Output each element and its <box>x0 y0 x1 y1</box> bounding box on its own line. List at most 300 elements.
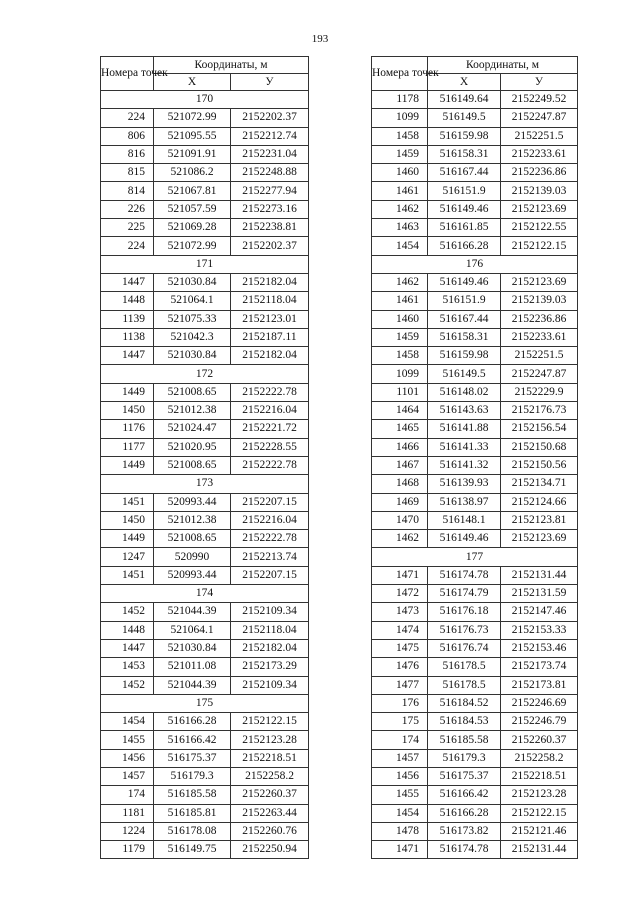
x-coordinate-cell: 521030.84 <box>154 639 231 657</box>
x-coordinate-cell: 516175.37 <box>154 749 231 767</box>
section-number: 173 <box>101 475 309 493</box>
x-coordinate-cell: 516166.28 <box>154 713 231 731</box>
y-coordinate-cell: 2152273.16 <box>231 200 309 218</box>
y-coordinate-cell: 2152153.46 <box>501 639 578 657</box>
x-coordinate-cell: 516167.44 <box>428 164 501 182</box>
point-number-cell: 1451 <box>101 566 154 584</box>
x-coordinate-cell: 516141.33 <box>428 438 501 456</box>
y-coordinate-cell: 2152250.94 <box>231 841 309 859</box>
left-table-body <box>101 91 309 859</box>
y-coordinate-cell: 2152182.04 <box>231 347 309 365</box>
x-coordinate-cell: 516175.37 <box>428 767 501 785</box>
x-coordinate-cell: 520990 <box>154 548 231 566</box>
point-number-cell: 176 <box>372 694 428 712</box>
table-row <box>372 804 578 822</box>
y-coordinate-cell: 2152222.78 <box>231 530 309 548</box>
x-coordinate-cell: 521044.39 <box>154 603 231 621</box>
table-row <box>101 822 309 840</box>
x-coordinate-cell: 516178.5 <box>428 676 501 694</box>
x-coordinate-cell: 521091.91 <box>154 145 231 163</box>
page-number: 193 <box>311 33 329 45</box>
section-row <box>101 694 309 712</box>
x-coordinate-cell: 516176.73 <box>428 621 501 639</box>
y-coordinate-cell: 2152218.51 <box>231 749 309 767</box>
x-coordinate-cell: 521064.1 <box>154 621 231 639</box>
y-coordinate-cell: 2152236.86 <box>501 164 578 182</box>
section-number: 172 <box>101 365 309 383</box>
table-row <box>101 145 309 163</box>
point-number-cell: 1457 <box>372 749 428 767</box>
y-coordinate-cell: 2152233.61 <box>501 328 578 346</box>
y-coordinate-cell: 2152187.11 <box>231 328 309 346</box>
table-row <box>372 694 578 712</box>
point-number-cell: 175 <box>372 713 428 731</box>
y-coordinate-cell: 2152139.03 <box>501 182 578 200</box>
table-row <box>372 585 578 603</box>
x-coordinate-cell: 521086.2 <box>154 164 231 182</box>
y-coordinate-cell: 2152246.79 <box>501 713 578 731</box>
table-row <box>372 310 578 328</box>
y-coordinate-cell: 2152131.44 <box>501 841 578 859</box>
y-coordinate-cell: 2152118.04 <box>231 292 309 310</box>
point-number-cell: 1452 <box>101 676 154 694</box>
point-number-cell: 1456 <box>372 767 428 785</box>
point-number-cell: 1461 <box>372 182 428 200</box>
x-coordinate-cell: 520993.44 <box>154 566 231 584</box>
y-coordinate-cell: 2152123.28 <box>231 731 309 749</box>
x-coordinate-cell: 516166.42 <box>428 786 501 804</box>
y-coordinate-cell: 2152122.15 <box>501 237 578 255</box>
x-coordinate-cell: 516174.79 <box>428 585 501 603</box>
point-number-cell: 1464 <box>372 402 428 420</box>
x-coordinate-cell: 516149.46 <box>428 273 501 291</box>
y-coordinate-cell: 2152216.04 <box>231 402 309 420</box>
point-number-cell: 174 <box>101 786 154 804</box>
y-column-header: У <box>231 74 309 91</box>
x-coordinate-cell: 521072.99 <box>154 237 231 255</box>
point-number-cell: 1460 <box>372 164 428 182</box>
point-number-cell: 1449 <box>101 383 154 401</box>
y-coordinate-cell: 2152150.68 <box>501 438 578 456</box>
y-coordinate-cell: 2152123.81 <box>501 511 578 529</box>
point-number-cell: 1450 <box>101 511 154 529</box>
y-coordinate-cell: 2152247.87 <box>501 365 578 383</box>
point-number-cell: 1447 <box>101 639 154 657</box>
table-row <box>372 676 578 694</box>
section-row <box>372 548 578 566</box>
table-row <box>372 749 578 767</box>
table-row <box>101 603 309 621</box>
table-row <box>372 530 578 548</box>
coordinates-table-left <box>100 56 309 859</box>
table-row <box>101 786 309 804</box>
y-coordinate-cell: 2152246.69 <box>501 694 578 712</box>
y-coordinate-cell: 2152207.15 <box>231 493 309 511</box>
y-column-header: У <box>501 74 578 91</box>
x-coordinate-cell: 516148.02 <box>428 383 501 401</box>
x-coordinate-cell: 516159.98 <box>428 127 501 145</box>
y-coordinate-cell: 2152139.03 <box>501 292 578 310</box>
table-row <box>372 328 578 346</box>
table-row <box>101 511 309 529</box>
x-coordinate-cell: 516179.3 <box>428 749 501 767</box>
x-coordinate-cell: 521012.38 <box>154 402 231 420</box>
x-coordinate-cell: 521044.39 <box>154 676 231 694</box>
x-coordinate-cell: 521020.95 <box>154 438 231 456</box>
point-number-cell: 1466 <box>372 438 428 456</box>
x-coordinate-cell: 516141.32 <box>428 456 501 474</box>
y-coordinate-cell: 2152263.44 <box>231 804 309 822</box>
y-coordinate-cell: 2152247.87 <box>501 109 578 127</box>
point-number-cell: 1454 <box>372 804 428 822</box>
table-row <box>372 91 578 109</box>
table-row <box>101 237 309 255</box>
coordinates-table-right <box>371 56 578 859</box>
y-coordinate-cell: 2152207.15 <box>231 566 309 584</box>
y-coordinate-cell: 2152236.86 <box>501 310 578 328</box>
x-coordinate-cell: 516185.81 <box>154 804 231 822</box>
x-coordinate-cell: 516149.5 <box>428 109 501 127</box>
x-coordinate-cell: 516141.88 <box>428 420 501 438</box>
table-row <box>372 420 578 438</box>
x-coordinate-cell: 516173.82 <box>428 822 501 840</box>
table-row <box>101 402 309 420</box>
table-row <box>372 383 578 401</box>
x-coordinate-cell: 521075.33 <box>154 310 231 328</box>
x-coordinate-cell: 521069.28 <box>154 219 231 237</box>
y-coordinate-cell: 2152173.81 <box>501 676 578 694</box>
table-row <box>372 402 578 420</box>
point-number-cell: 1449 <box>101 456 154 474</box>
table-row <box>372 822 578 840</box>
x-coordinate-cell: 516166.42 <box>154 731 231 749</box>
y-coordinate-cell: 2152258.2 <box>501 749 578 767</box>
x-coordinate-cell: 516151.9 <box>428 292 501 310</box>
x-coordinate-cell: 521011.08 <box>154 658 231 676</box>
table-row <box>101 310 309 328</box>
x-coordinate-cell: 521057.59 <box>154 200 231 218</box>
table-row <box>372 475 578 493</box>
point-number-cell: 815 <box>101 164 154 182</box>
y-coordinate-cell: 2152131.44 <box>501 566 578 584</box>
x-coordinate-cell: 516174.78 <box>428 566 501 584</box>
point-number-cell: 1138 <box>101 328 154 346</box>
section-row <box>372 255 578 273</box>
point-number-cell: 1453 <box>101 658 154 676</box>
point-number-cell: 806 <box>101 127 154 145</box>
point-number-cell: 1099 <box>372 109 428 127</box>
point-number-cell: 1455 <box>372 786 428 804</box>
x-coordinate-cell: 521008.65 <box>154 383 231 401</box>
table-row <box>372 273 578 291</box>
y-coordinate-cell: 2152123.69 <box>501 200 578 218</box>
x-coordinate-cell: 516185.58 <box>428 731 501 749</box>
point-number-cell: 1454 <box>372 237 428 255</box>
y-coordinate-cell: 2152123.69 <box>501 273 578 291</box>
point-number-cell: 1474 <box>372 621 428 639</box>
table-row <box>372 164 578 182</box>
y-coordinate-cell: 2152202.37 <box>231 109 309 127</box>
table-row <box>372 658 578 676</box>
x-coordinate-cell: 516158.31 <box>428 328 501 346</box>
y-coordinate-cell: 2152131.59 <box>501 585 578 603</box>
table-row <box>101 548 309 566</box>
x-coordinate-cell: 516149.64 <box>428 91 501 109</box>
y-coordinate-cell: 2152122.15 <box>231 713 309 731</box>
y-coordinate-cell: 2152260.37 <box>501 731 578 749</box>
table-row <box>101 639 309 657</box>
point-number-cell: 1473 <box>372 603 428 621</box>
y-coordinate-cell: 2152122.55 <box>501 219 578 237</box>
point-number-cell: 174 <box>372 731 428 749</box>
x-coordinate-cell: 516167.44 <box>428 310 501 328</box>
x-coordinate-cell: 521008.65 <box>154 530 231 548</box>
y-coordinate-cell: 2152251.5 <box>501 347 578 365</box>
x-coordinate-cell: 516161.85 <box>428 219 501 237</box>
point-number-cell: 1460 <box>372 310 428 328</box>
y-coordinate-cell: 2152222.78 <box>231 383 309 401</box>
y-coordinate-cell: 2152202.37 <box>231 237 309 255</box>
y-coordinate-cell: 2152249.52 <box>501 91 578 109</box>
point-number-cell: 1099 <box>372 365 428 383</box>
section-row <box>101 475 309 493</box>
point-number-cell: 1176 <box>101 420 154 438</box>
x-coordinate-cell: 516149.46 <box>428 200 501 218</box>
point-number-cell: 225 <box>101 219 154 237</box>
point-number-cell: 1451 <box>101 493 154 511</box>
table-row <box>101 182 309 200</box>
point-number-cell: 1459 <box>372 145 428 163</box>
table-row <box>372 713 578 731</box>
table-row <box>101 731 309 749</box>
y-coordinate-cell: 2152228.55 <box>231 438 309 456</box>
table-row <box>101 767 309 785</box>
table-row <box>372 767 578 785</box>
table-row <box>372 786 578 804</box>
point-number-cell: 1478 <box>372 822 428 840</box>
point-number-cell: 1456 <box>101 749 154 767</box>
table-row <box>101 841 309 859</box>
y-coordinate-cell: 2152123.01 <box>231 310 309 328</box>
table-row <box>101 420 309 438</box>
y-coordinate-cell: 2152218.51 <box>501 767 578 785</box>
x-coordinate-cell: 521042.3 <box>154 328 231 346</box>
points-column-header: Номера точек <box>101 57 154 91</box>
point-number-cell: 1470 <box>372 511 428 529</box>
point-number-cell: 1461 <box>372 292 428 310</box>
point-number-cell: 1454 <box>101 713 154 731</box>
table-row <box>372 621 578 639</box>
table-row <box>372 841 578 859</box>
x-coordinate-cell: 516158.31 <box>428 145 501 163</box>
point-number-cell: 1471 <box>372 841 428 859</box>
x-coordinate-cell: 521067.81 <box>154 182 231 200</box>
table-row <box>101 676 309 694</box>
point-number-cell: 1177 <box>101 438 154 456</box>
y-coordinate-cell: 2152216.04 <box>231 511 309 529</box>
x-coordinate-cell: 521012.38 <box>154 511 231 529</box>
point-number-cell: 1463 <box>372 219 428 237</box>
section-row <box>101 91 309 109</box>
table-row <box>372 292 578 310</box>
y-coordinate-cell: 2152118.04 <box>231 621 309 639</box>
section-number: 176 <box>372 255 578 273</box>
point-number-cell: 1459 <box>372 328 428 346</box>
x-coordinate-cell: 521064.1 <box>154 292 231 310</box>
section-number: 174 <box>101 585 309 603</box>
table-row <box>101 328 309 346</box>
point-number-cell: 1224 <box>101 822 154 840</box>
y-coordinate-cell: 2152233.61 <box>501 145 578 163</box>
x-coordinate-cell: 516179.3 <box>154 767 231 785</box>
table-row <box>101 456 309 474</box>
point-number-cell: 1462 <box>372 273 428 291</box>
points-column-header: Номера точек <box>372 57 428 91</box>
x-coordinate-cell: 516138.97 <box>428 493 501 511</box>
point-number-cell: 1447 <box>101 347 154 365</box>
y-coordinate-cell: 2152221.72 <box>231 420 309 438</box>
x-coordinate-cell: 516139.93 <box>428 475 501 493</box>
x-coordinate-cell: 516149.46 <box>428 530 501 548</box>
x-coordinate-cell: 516143.63 <box>428 402 501 420</box>
section-row <box>101 255 309 273</box>
point-number-cell: 1458 <box>372 127 428 145</box>
coordinates-column-header: Координаты, м <box>428 57 578 74</box>
table-row <box>101 383 309 401</box>
table-row <box>101 493 309 511</box>
table-row <box>101 713 309 731</box>
y-coordinate-cell: 2152124.66 <box>501 493 578 511</box>
x-coordinate-cell: 516151.9 <box>428 182 501 200</box>
table-row <box>372 456 578 474</box>
x-column-header: X <box>428 74 501 91</box>
x-coordinate-cell: 521030.84 <box>154 347 231 365</box>
point-number-cell: 224 <box>101 237 154 255</box>
x-coordinate-cell: 516166.28 <box>428 804 501 822</box>
y-coordinate-cell: 2152122.15 <box>501 804 578 822</box>
point-number-cell: 1179 <box>101 841 154 859</box>
table-row <box>101 347 309 365</box>
table-row <box>101 530 309 548</box>
y-coordinate-cell: 2152123.69 <box>501 530 578 548</box>
point-number-cell: 1469 <box>372 493 428 511</box>
table-row <box>372 219 578 237</box>
section-number: 171 <box>101 255 309 273</box>
x-coordinate-cell: 521072.99 <box>154 109 231 127</box>
x-coordinate-cell: 521095.55 <box>154 127 231 145</box>
x-column-header: X <box>154 74 231 91</box>
point-number-cell: 1468 <box>372 475 428 493</box>
y-coordinate-cell: 2152231.04 <box>231 145 309 163</box>
x-coordinate-cell: 516176.18 <box>428 603 501 621</box>
table-row <box>372 200 578 218</box>
right-table-body <box>372 91 578 859</box>
table-row <box>101 127 309 145</box>
table-row <box>372 365 578 383</box>
table-row <box>372 493 578 511</box>
table-row <box>372 639 578 657</box>
y-coordinate-cell: 2152182.04 <box>231 273 309 291</box>
point-number-cell: 1101 <box>372 383 428 401</box>
point-number-cell: 1462 <box>372 530 428 548</box>
y-coordinate-cell: 2152248.88 <box>231 164 309 182</box>
table-row <box>101 109 309 127</box>
point-number-cell: 1448 <box>101 292 154 310</box>
x-coordinate-cell: 516159.98 <box>428 347 501 365</box>
x-coordinate-cell: 516176.74 <box>428 639 501 657</box>
y-coordinate-cell: 2152173.74 <box>501 658 578 676</box>
y-coordinate-cell: 2152213.74 <box>231 548 309 566</box>
y-coordinate-cell: 2152147.46 <box>501 603 578 621</box>
point-number-cell: 1462 <box>372 200 428 218</box>
y-coordinate-cell: 2152156.54 <box>501 420 578 438</box>
point-number-cell: 1447 <box>101 273 154 291</box>
point-number-cell: 1449 <box>101 530 154 548</box>
coordinates-column-header: Координаты, м <box>154 57 309 74</box>
table-row <box>101 658 309 676</box>
x-coordinate-cell: 516166.28 <box>428 237 501 255</box>
point-number-cell: 1458 <box>372 347 428 365</box>
y-coordinate-cell: 2152229.9 <box>501 383 578 401</box>
point-number-cell: 1476 <box>372 658 428 676</box>
point-number-cell: 1471 <box>372 566 428 584</box>
y-coordinate-cell: 2152173.29 <box>231 658 309 676</box>
point-number-cell: 1178 <box>372 91 428 109</box>
section-number: 175 <box>101 694 309 712</box>
table-row <box>372 109 578 127</box>
y-coordinate-cell: 2152238.81 <box>231 219 309 237</box>
point-number-cell: 814 <box>101 182 154 200</box>
point-number-cell: 1181 <box>101 804 154 822</box>
section-number: 177 <box>372 548 578 566</box>
x-coordinate-cell: 521008.65 <box>154 456 231 474</box>
y-coordinate-cell: 2152251.5 <box>501 127 578 145</box>
table-row <box>372 347 578 365</box>
y-coordinate-cell: 2152258.2 <box>231 767 309 785</box>
x-coordinate-cell: 516148.1 <box>428 511 501 529</box>
y-coordinate-cell: 2152182.04 <box>231 639 309 657</box>
point-number-cell: 1448 <box>101 621 154 639</box>
x-coordinate-cell: 516184.53 <box>428 713 501 731</box>
section-row <box>101 585 309 603</box>
table-row <box>372 566 578 584</box>
x-coordinate-cell: 521030.84 <box>154 273 231 291</box>
table-row <box>372 438 578 456</box>
x-coordinate-cell: 516174.78 <box>428 841 501 859</box>
y-coordinate-cell: 2152212.74 <box>231 127 309 145</box>
table-row <box>372 182 578 200</box>
y-coordinate-cell: 2152153.33 <box>501 621 578 639</box>
section-row <box>101 365 309 383</box>
table-row <box>372 237 578 255</box>
x-coordinate-cell: 516178.5 <box>428 658 501 676</box>
point-number-cell: 1139 <box>101 310 154 328</box>
table-row <box>101 219 309 237</box>
table-row <box>372 603 578 621</box>
point-number-cell: 1452 <box>101 603 154 621</box>
point-number-cell: 1467 <box>372 456 428 474</box>
table-row <box>101 200 309 218</box>
x-coordinate-cell: 516149.75 <box>154 841 231 859</box>
point-number-cell: 1465 <box>372 420 428 438</box>
x-coordinate-cell: 516149.5 <box>428 365 501 383</box>
section-number: 170 <box>101 91 309 109</box>
table-row <box>372 511 578 529</box>
point-number-cell: 816 <box>101 145 154 163</box>
y-coordinate-cell: 2152260.37 <box>231 786 309 804</box>
y-coordinate-cell: 2152109.34 <box>231 676 309 694</box>
y-coordinate-cell: 2152176.73 <box>501 402 578 420</box>
